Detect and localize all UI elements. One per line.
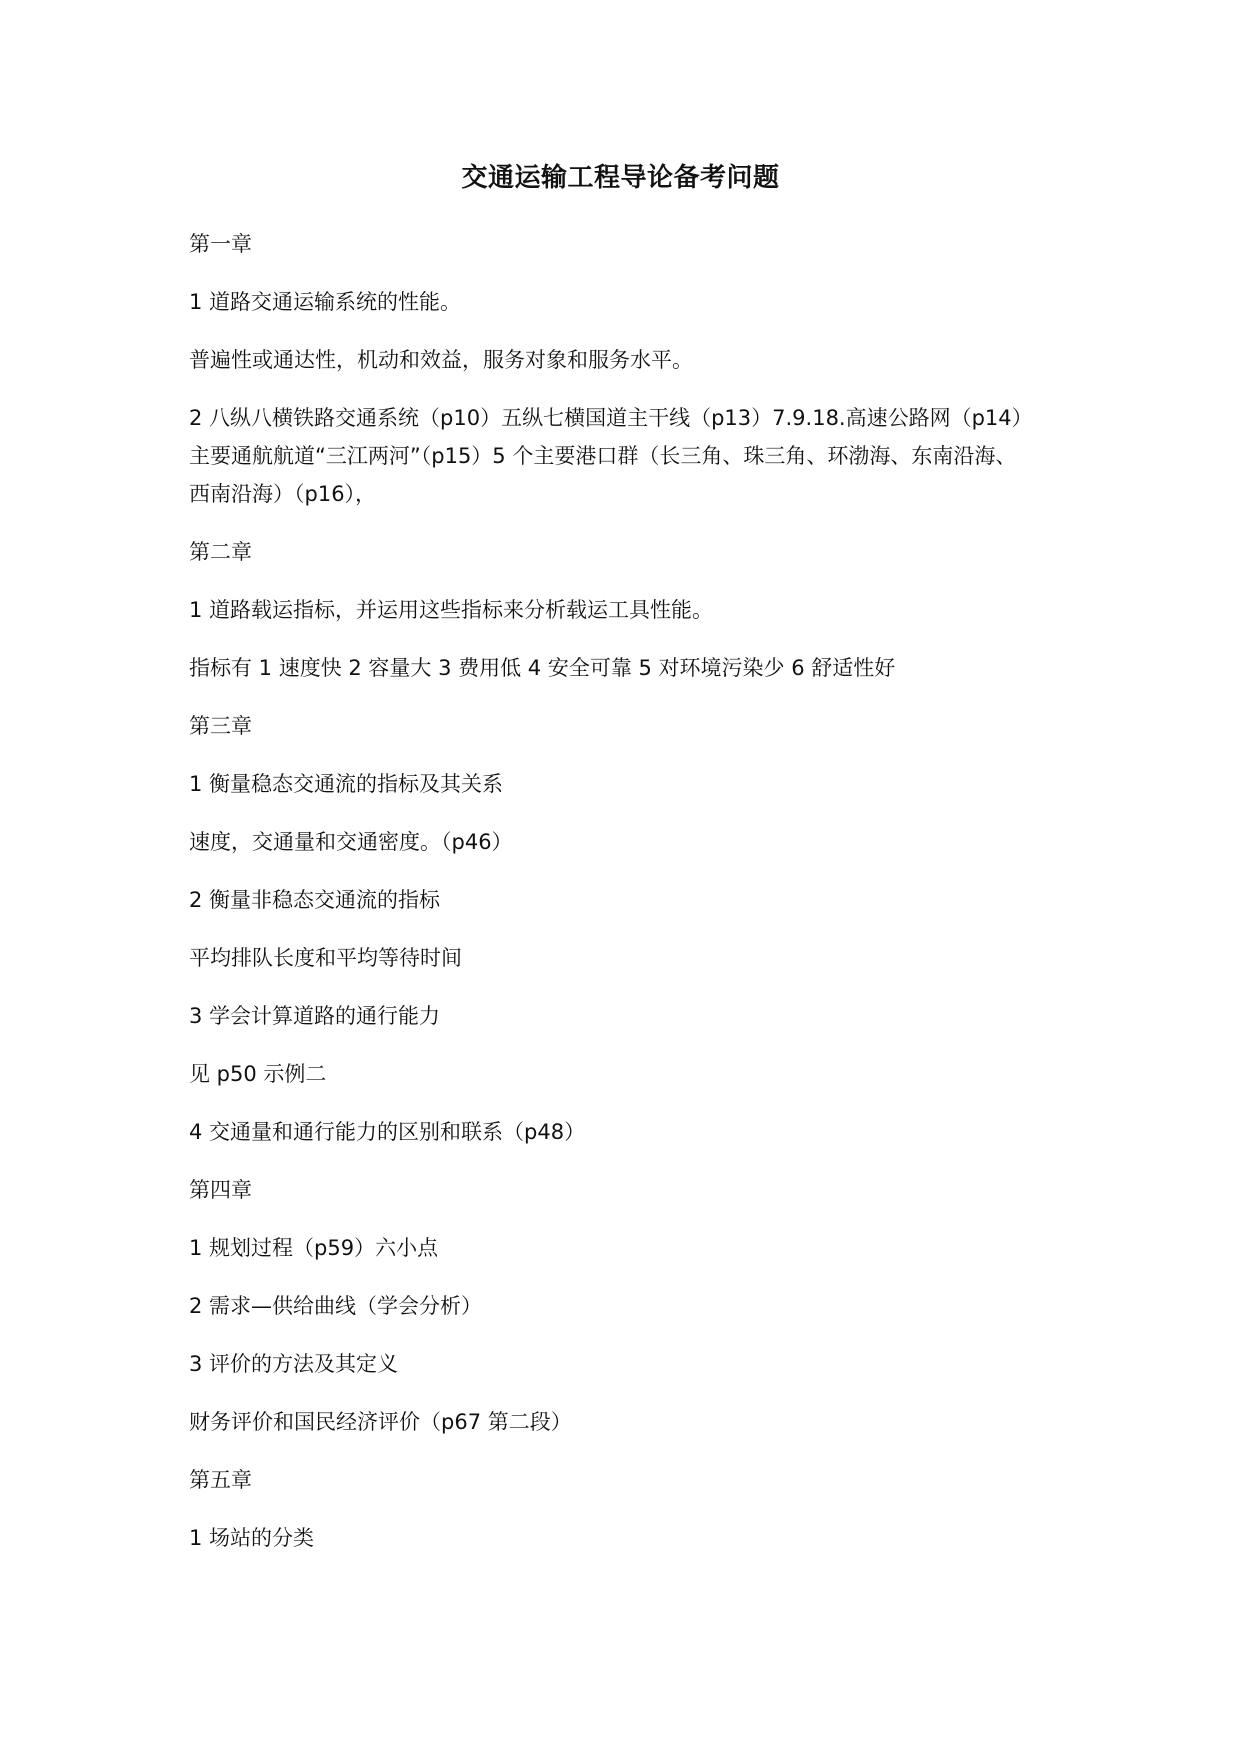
text-line: 3 评价的方法及其定义 [189, 1352, 399, 1376]
text-line: 财务评价和国民经济评价（p67 第二段） [189, 1410, 572, 1434]
question-3-3 [189, 997, 1069, 1035]
text-line: 指标有 1 速度快 2 容量大 3 费用低 4 安全可靠 5 对环境污染少 6 舒适性好 [189, 656, 896, 680]
answer-2-1 [189, 649, 1069, 687]
document-body [189, 225, 1069, 1577]
question-1-1 [189, 283, 1069, 321]
question-3-4 [189, 1113, 1069, 1151]
text-line: 普遍性或通达性，机动和效益，服务对象和服务水平。 [189, 348, 693, 372]
text-line: 1 道路交通运输系统的性能。 [189, 290, 462, 314]
question-4-2 [189, 1287, 1069, 1325]
text-line: 2 需求—供给曲线（学会分析） [189, 1294, 483, 1318]
chapter-5-heading [189, 1461, 1069, 1499]
text-line: 1 规划过程（p59）六小点 [189, 1236, 439, 1260]
answer-3-2 [189, 939, 1069, 977]
question-4-3 [189, 1345, 1069, 1383]
text-line: 主要通航航道“三江两河”（p15）5 个主要港口群（长三角、珠三角、环渤海、东南沿海、 [189, 444, 1017, 468]
chapter-3-heading [189, 707, 1069, 745]
question-2-1 [189, 591, 1069, 629]
chapter-2-heading [189, 533, 1069, 571]
text-line: 第一章 [189, 232, 252, 256]
chapter-4-heading [189, 1171, 1069, 1209]
question-4-1 [189, 1229, 1069, 1267]
text-line: 4 交通量和通行能力的区别和联系（p48） [189, 1120, 586, 1144]
text-line: 2 衡量非稳态交通流的指标 [189, 888, 441, 912]
text-line: 2 八纵八横铁路交通系统（p10）五纵七横国道主干线（p13）7.9.18.高速公路网（p14） [189, 406, 1033, 430]
text-line: 第三章 [189, 714, 252, 738]
question-1-2 [189, 399, 1069, 513]
text-line: 第二章 [189, 540, 252, 564]
question-5-1 [189, 1519, 1069, 1557]
text-line: 第四章 [189, 1178, 252, 1202]
document-title: 交通运输工程导论备考问题 [461, 163, 780, 193]
answer-3-1 [189, 823, 1069, 861]
text-line: 见 p50 示例二 [189, 1062, 327, 1086]
text-line: 1 道路载运指标，并运用这些指标来分析载运工具性能。 [189, 598, 714, 622]
text-line: 西南沿海）（p16）， [189, 482, 377, 506]
answer-3-3 [189, 1055, 1069, 1093]
chapter-1-heading [189, 225, 1069, 263]
text-line: 1 衡量稳态交通流的指标及其关系 [189, 772, 504, 796]
question-3-2 [189, 881, 1069, 919]
text-line: 1 场站的分类 [189, 1526, 315, 1550]
answer-4-3 [189, 1403, 1069, 1441]
text-line: 3 学会计算道路的通行能力 [189, 1004, 441, 1028]
answer-1-1 [189, 341, 1069, 379]
text-line: 速度，交通量和交通密度。（p46） [189, 830, 513, 854]
text-line: 平均排队长度和平均等待时间 [189, 946, 462, 970]
text-line: 第五章 [189, 1468, 252, 1492]
question-3-1 [189, 765, 1069, 803]
